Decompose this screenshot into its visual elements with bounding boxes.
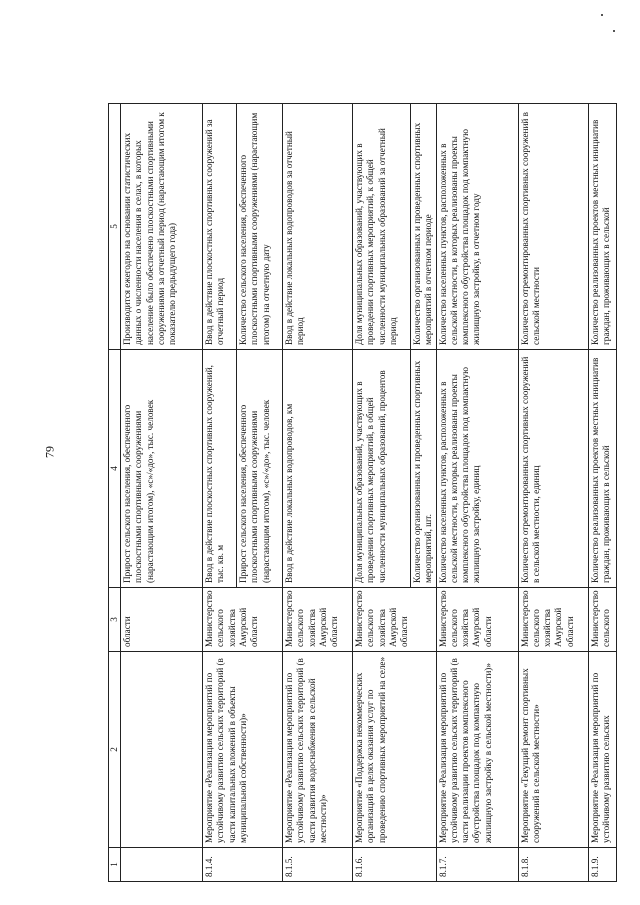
table-row-8-1-9 (588, 104, 616, 882)
cell-num: 8.1.6. (353, 848, 436, 882)
cell-method: Количество сельского населения, обеспеченного плоскостными спортивными сооружениями (нарастающим итогом) на отчетную дату (237, 104, 283, 350)
cell-num: 8.1.8. (518, 848, 588, 882)
cell-num: 8.1.5. (283, 848, 353, 882)
header-col-1: 1 (109, 848, 121, 882)
cell-name: Мероприятие «Реализация мероприятий по устойчивому развитию сельских территорий (в части развития водоснабжения в сельской местности)» (283, 652, 353, 848)
cell-name: Мероприятие «Реализация мероприятий по устойчивому развитию сельских территорий (в части реализации проектов комплексного обустройства площадок под компактную жилищную застройку в сельской местности)» (436, 652, 518, 848)
cell-num (121, 848, 203, 882)
header-col-4: 4 (109, 350, 121, 588)
cell-executor: Министерство сельского хозяйства Амурской области (203, 588, 283, 652)
cell-indicator: Ввод в действие плоскостных спортивных сооружений, тыс. кв. м (203, 350, 237, 588)
cell-name: Мероприятие «Текущий ремонт спортивных сооружений в сельской местности» (518, 652, 588, 848)
page-number: 79 (42, 446, 57, 458)
table-row-8-1-5 (283, 104, 353, 882)
cell-indicator: Количество реализованных проектов местных инициатив граждан, проживающих в сельской (588, 350, 616, 588)
cell-method: Доля муниципальных образований, участвующих в проведении спортивных мероприятий, к общей численности муниципальных образований за отчетный период (353, 104, 411, 350)
header-col-5: 5 (109, 104, 121, 350)
cell-executor: Министерство сельского хозяйства Амурской области (283, 588, 353, 652)
table-row-8-1-8 (518, 104, 588, 882)
header-col-3: 3 (109, 588, 121, 652)
scan-speck (613, 30, 615, 32)
cell-num: 8.1.7. (436, 848, 518, 882)
cell-name: Мероприятие «Реализация мероприятий по устойчивому развитию сельских (588, 652, 616, 848)
cell-executor: Министерство сельского (588, 588, 616, 652)
cell-indicator: Количество отремонтированных спортивных сооружений в сельской местности, единиц (518, 350, 588, 588)
cell-method: Количество отремонтированных спортивных сооружений в сельской местности (518, 104, 588, 350)
cell-indicator: Ввод в действие локальных водопроводов, км (283, 350, 353, 588)
cell-num: 8.1.9. (588, 848, 616, 882)
cell-name: Мероприятие «Поддержка некоммерческих организаций в целях оказания услуг по проведению спортивных мероприятий на селе» (353, 652, 436, 848)
scan-speck (601, 14, 603, 16)
table-row-8-1-7 (436, 104, 518, 882)
table-row-8-1-4 (203, 104, 237, 882)
cell-name (121, 652, 203, 848)
cell-indicator: Прирост сельского населения, обеспеченного плоскостными спортивными сооружениями (нарастающим итогом), «с»/«до», тыс. человек (237, 350, 283, 588)
cell-executor: Министерство сельского хозяйства Амурской области (518, 588, 588, 652)
cell-executor: области (121, 588, 203, 652)
table-row-continuation (121, 104, 203, 882)
indicators-table (108, 103, 617, 882)
cell-method: Количество организованных и проведенных спортивных мероприятий в отчетном периоде (411, 104, 436, 350)
cell-indicator: Доля муниципальных образований, участвующих в проведении спортивных мероприятий, в общей численности муниципальных образований, процентов (353, 350, 411, 588)
cell-method: Количество населенных пунктов, расположенных в сельской местности, в которых реализованы проекты комплексного обустройства площадок под компактную жилищную застройку, в отчетном году (436, 104, 518, 350)
cell-method: Производится ежегодно на основании статистических данных о численности населения в селах, в которых население было обеспечено плоскостными спортивными сооружениями за отчетный период (нарастающим итогом к показателю предыдущего года) (121, 104, 203, 350)
cell-indicator: Количество населенных пунктов, расположенных в сельской местности, в которых реализованы проекты комплексного обустройства площадок под компактную жилищную застройку, единиц (436, 350, 518, 588)
cell-name: Мероприятие «Реализация мероприятий по устойчивому развитию сельских территорий (в части капитальных вложений в объекты муниципальной собственности)» (203, 652, 283, 848)
cell-method: Ввод в действие плоскостных спортивных сооружений за отчетный период (203, 104, 237, 350)
cell-method: Ввод в действие локальных водопроводов за отчетный период (283, 104, 353, 350)
header-row (109, 104, 121, 882)
cell-indicator: Количество организованных и проведенных спортивных мероприятий, шт. (411, 350, 436, 588)
cell-executor: Министерство сельского хозяйства Амурской области (353, 588, 436, 652)
rotated-table-frame (108, 104, 611, 882)
cell-indicator: Прирост сельского населения, обеспеченного плоскостными спортивными сооружениями (нарастающим итогом), «с»/«до», тыс. человек (121, 350, 203, 588)
cell-num: 8.1.4. (203, 848, 283, 882)
cell-method: Количество реализованных проектов местных инициатив граждан, проживающих в сельской (588, 104, 616, 350)
header-col-2: 2 (109, 652, 121, 848)
table-row-8-1-6 (353, 104, 411, 882)
cell-executor: Министерство сельского хозяйства Амурской области (436, 588, 518, 652)
